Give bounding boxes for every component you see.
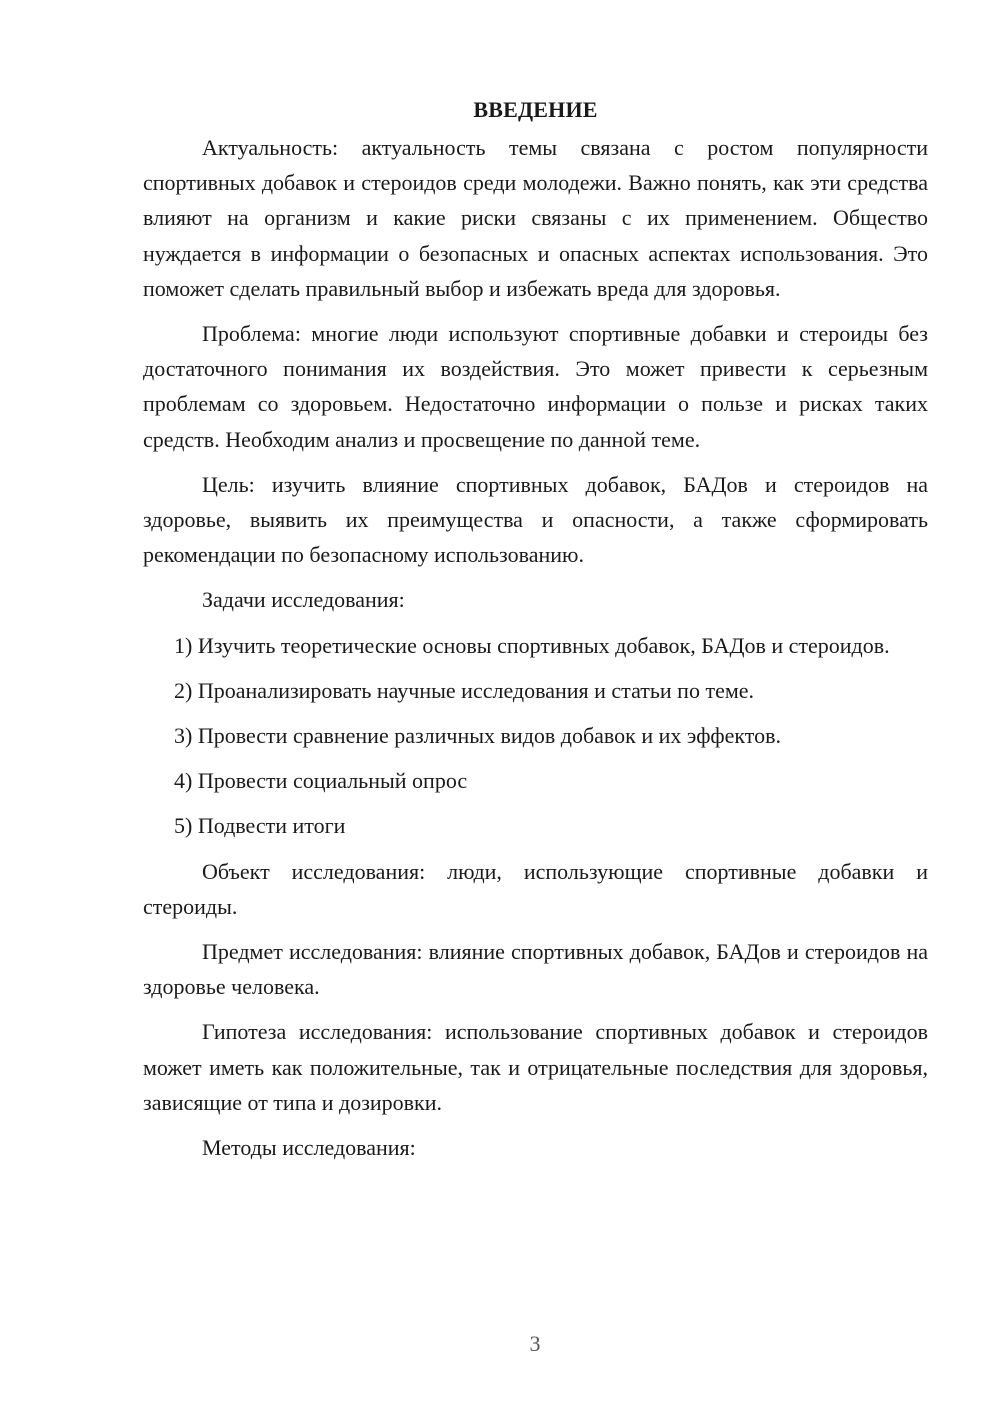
task-item: 1) Изучить теоретические основы спортивных добавок, БАДов и стероидов. <box>174 632 890 658</box>
page-number: 3 <box>529 1331 541 1356</box>
paragraph-relevance: Актуальность: актуальность темы связана с ростом популярности спортивных добавок и стероидов среди молодежи. Важно понять, как эти средства влияют на организм и какие риски связаны с их применением. Общество нуждается в информации о безопасных и опасных аспектах использования. Это поможет сделать правильный выбор и избежать вреда для здоровья. <box>143 135 928 301</box>
paragraph-tasks-title: Задачи исследования: <box>202 587 405 613</box>
task-item: 2) Проанализировать научные исследования и статьи по теме. <box>174 677 755 703</box>
task-item: 5) Подвести итоги <box>174 813 346 839</box>
paragraph-hypothesis: Гипотеза исследования: использование спортивных добавок и стероидов может иметь как положительные, так и отрицательные последствия для здоровья, зависящие от типа и дозировки. <box>143 1019 928 1115</box>
task-item: 3) Провести сравнение различных видов добавок и их эффектов. <box>174 723 781 749</box>
section-heading: ВВЕДЕНИЕ <box>473 97 598 122</box>
task-item: 4) Провести социальный опрос <box>174 768 468 794</box>
paragraph-problem: Проблема: многие люди используют спортивные добавки и стероиды без достаточного понимания их воздействия. Это может привести к серьезным проблемам со здоровьем. Недостаточно информации о пользе и рисках таких средств. Необходим анализ и просвещение по данной теме. <box>143 321 928 452</box>
paragraph-goal: Цель: изучить влияние спортивных добавок, БАДов и стероидов на здоровье, выявить их преимущества и опасности, а также сформировать рекомендации по безопасному использованию. <box>143 471 928 568</box>
paragraph-subject: Предмет исследования: влияние спортивных добавок, БАДов и стероидов на здоровье человека. <box>143 939 928 1000</box>
paragraph-methods: Методы исследования: <box>202 1135 416 1161</box>
document-page <box>143 92 928 1175</box>
paragraph-object: Объект исследования: люди, использующие спортивные добавки и стероиды. <box>143 858 928 919</box>
